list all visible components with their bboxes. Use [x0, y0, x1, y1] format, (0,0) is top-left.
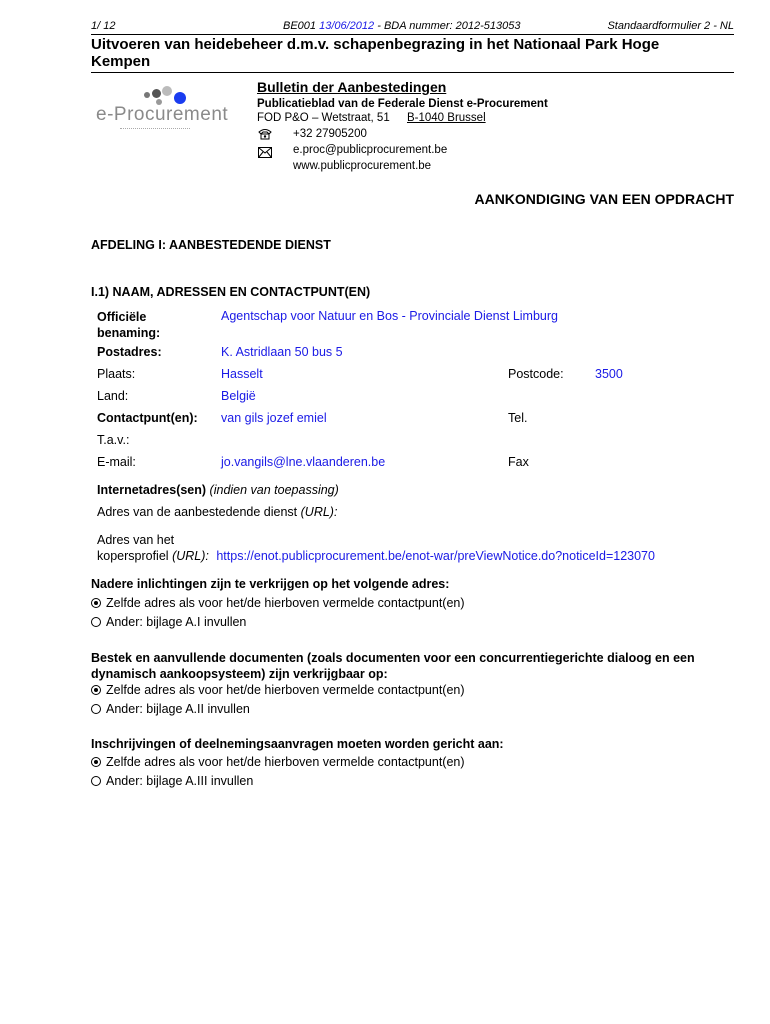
email-label: E-mail:	[97, 455, 136, 469]
header-rule	[91, 34, 734, 35]
doc-title-line1: Uitvoeren van heidebeheer d.m.v. schapenbegrazing in het Nationaal Park Hoge	[91, 36, 660, 53]
postcode-value: 3500	[595, 367, 623, 381]
q1-option-same[interactable]: Zelfde adres als voor het/de hierboven vermelde contactpunt(en)	[91, 596, 465, 610]
e-procurement-logo	[90, 82, 230, 142]
official-name-label: Officiële benaming:	[97, 310, 161, 340]
title-rule	[91, 72, 734, 73]
q2-option-other[interactable]: Ander: bijlage A.II invullen	[91, 702, 250, 716]
bda-number: - BDA nummer: 2012-513053	[377, 20, 521, 32]
q3-option-same[interactable]: Zelfde adres als voor het/de hierboven vermelde contactpunt(en)	[91, 755, 465, 769]
country-label: Land:	[97, 389, 129, 403]
subsection-title: I.1) NAAM, ADRESSEN EN CONTACTPUNT(EN)	[91, 285, 371, 299]
radio-selected-icon[interactable]	[91, 757, 101, 767]
contact-value: van gils jozef emiel	[221, 411, 327, 425]
q1-option-other[interactable]: Ander: bijlage A.I invullen	[91, 615, 246, 629]
phone-icon	[258, 127, 272, 145]
buyer-profile-link[interactable]: https://enot.publicprocurement.be/enot-war/preViewNotice.do?noticeId=123070	[216, 549, 655, 563]
publication-date: 13/06/2012	[319, 20, 375, 32]
postal-label: Postadres:	[97, 345, 162, 359]
logo-text: e-Procurement	[96, 104, 229, 125]
tel-label: Tel.	[508, 411, 528, 425]
bulletin-title: Bulletin der Aanbestedingen	[257, 79, 447, 95]
form-type: Standaardformulier 2 - NL	[607, 20, 734, 32]
publisher-web[interactable]: www.publicprocurement.be	[293, 160, 432, 172]
contact-label: Contactpunt(en):	[97, 411, 198, 425]
mail-icon	[258, 145, 272, 163]
authority-url-label: Adres van de aanbestedende dienst (URL):	[97, 505, 338, 519]
doc-title-line2: Kempen	[91, 53, 151, 70]
publisher-address: FOD P&O – Wetstraat, 51	[257, 112, 390, 124]
q3-title: Inschrijvingen of deelnemingsaanvragen moeten worden gericht aan:	[91, 737, 504, 751]
radio-empty-icon[interactable]	[91, 704, 101, 714]
q1-title: Nadere inlichtingen zijn te verkrijgen op het volgende adres:	[91, 577, 450, 591]
attn-label: T.a.v.:	[97, 433, 130, 447]
form-id: BE001	[283, 20, 317, 32]
place-label: Plaats:	[97, 367, 136, 381]
buyer-profile: Adres van het kopersprofiel (URL): https://enot.publicprocurement.be/enot-war/preViewNotice.do?noticeId=123070	[97, 533, 655, 563]
official-name-value: Agentschap voor Natuur en Bos - Provinciale Dienst Limburg	[221, 309, 558, 323]
doc-title	[91, 36, 659, 70]
country-value: België	[221, 389, 256, 403]
postal-value: K. Astridlaan 50 bus 5	[221, 345, 343, 359]
internet-heading: Internetadres(sen) (indien van toepassing)	[97, 483, 339, 497]
page-number: 1/ 12	[91, 20, 116, 32]
publisher-city: B-1040 Brussel	[407, 112, 486, 124]
announcement-title: AANKONDIGING VAN EEN OPDRACHT	[474, 191, 734, 207]
radio-empty-icon[interactable]	[91, 776, 101, 786]
fax-label: Fax	[508, 455, 529, 469]
publisher-subtitle: Publicatieblad van de Federale Dienst e-Procurement	[257, 98, 548, 110]
email-value[interactable]: jo.vangils@lne.vlaanderen.be	[221, 455, 386, 469]
postcode-label: Postcode:	[508, 367, 564, 381]
q2-option-same[interactable]: Zelfde adres als voor het/de hierboven vermelde contactpunt(en)	[91, 683, 465, 697]
radio-selected-icon[interactable]	[91, 685, 101, 695]
q3-option-other[interactable]: Ander: bijlage A.III invullen	[91, 774, 253, 788]
publisher-email[interactable]: e.proc@publicprocurement.be	[293, 144, 448, 156]
radio-empty-icon[interactable]	[91, 617, 101, 627]
radio-selected-icon[interactable]	[91, 598, 101, 608]
q2-title: Bestek en aanvullende documenten (zoals documenten voor een concurrentiegerichte dialoog en een dynamisch aankoopsysteem) zijn verkrijgbaar op:	[91, 651, 695, 681]
section-title: AFDELING I: AANBESTEDENDE DIENST	[91, 238, 331, 252]
header-notice	[283, 20, 521, 32]
publisher-phone: +32 27905200	[293, 128, 367, 140]
place-value: Hasselt	[221, 367, 263, 381]
